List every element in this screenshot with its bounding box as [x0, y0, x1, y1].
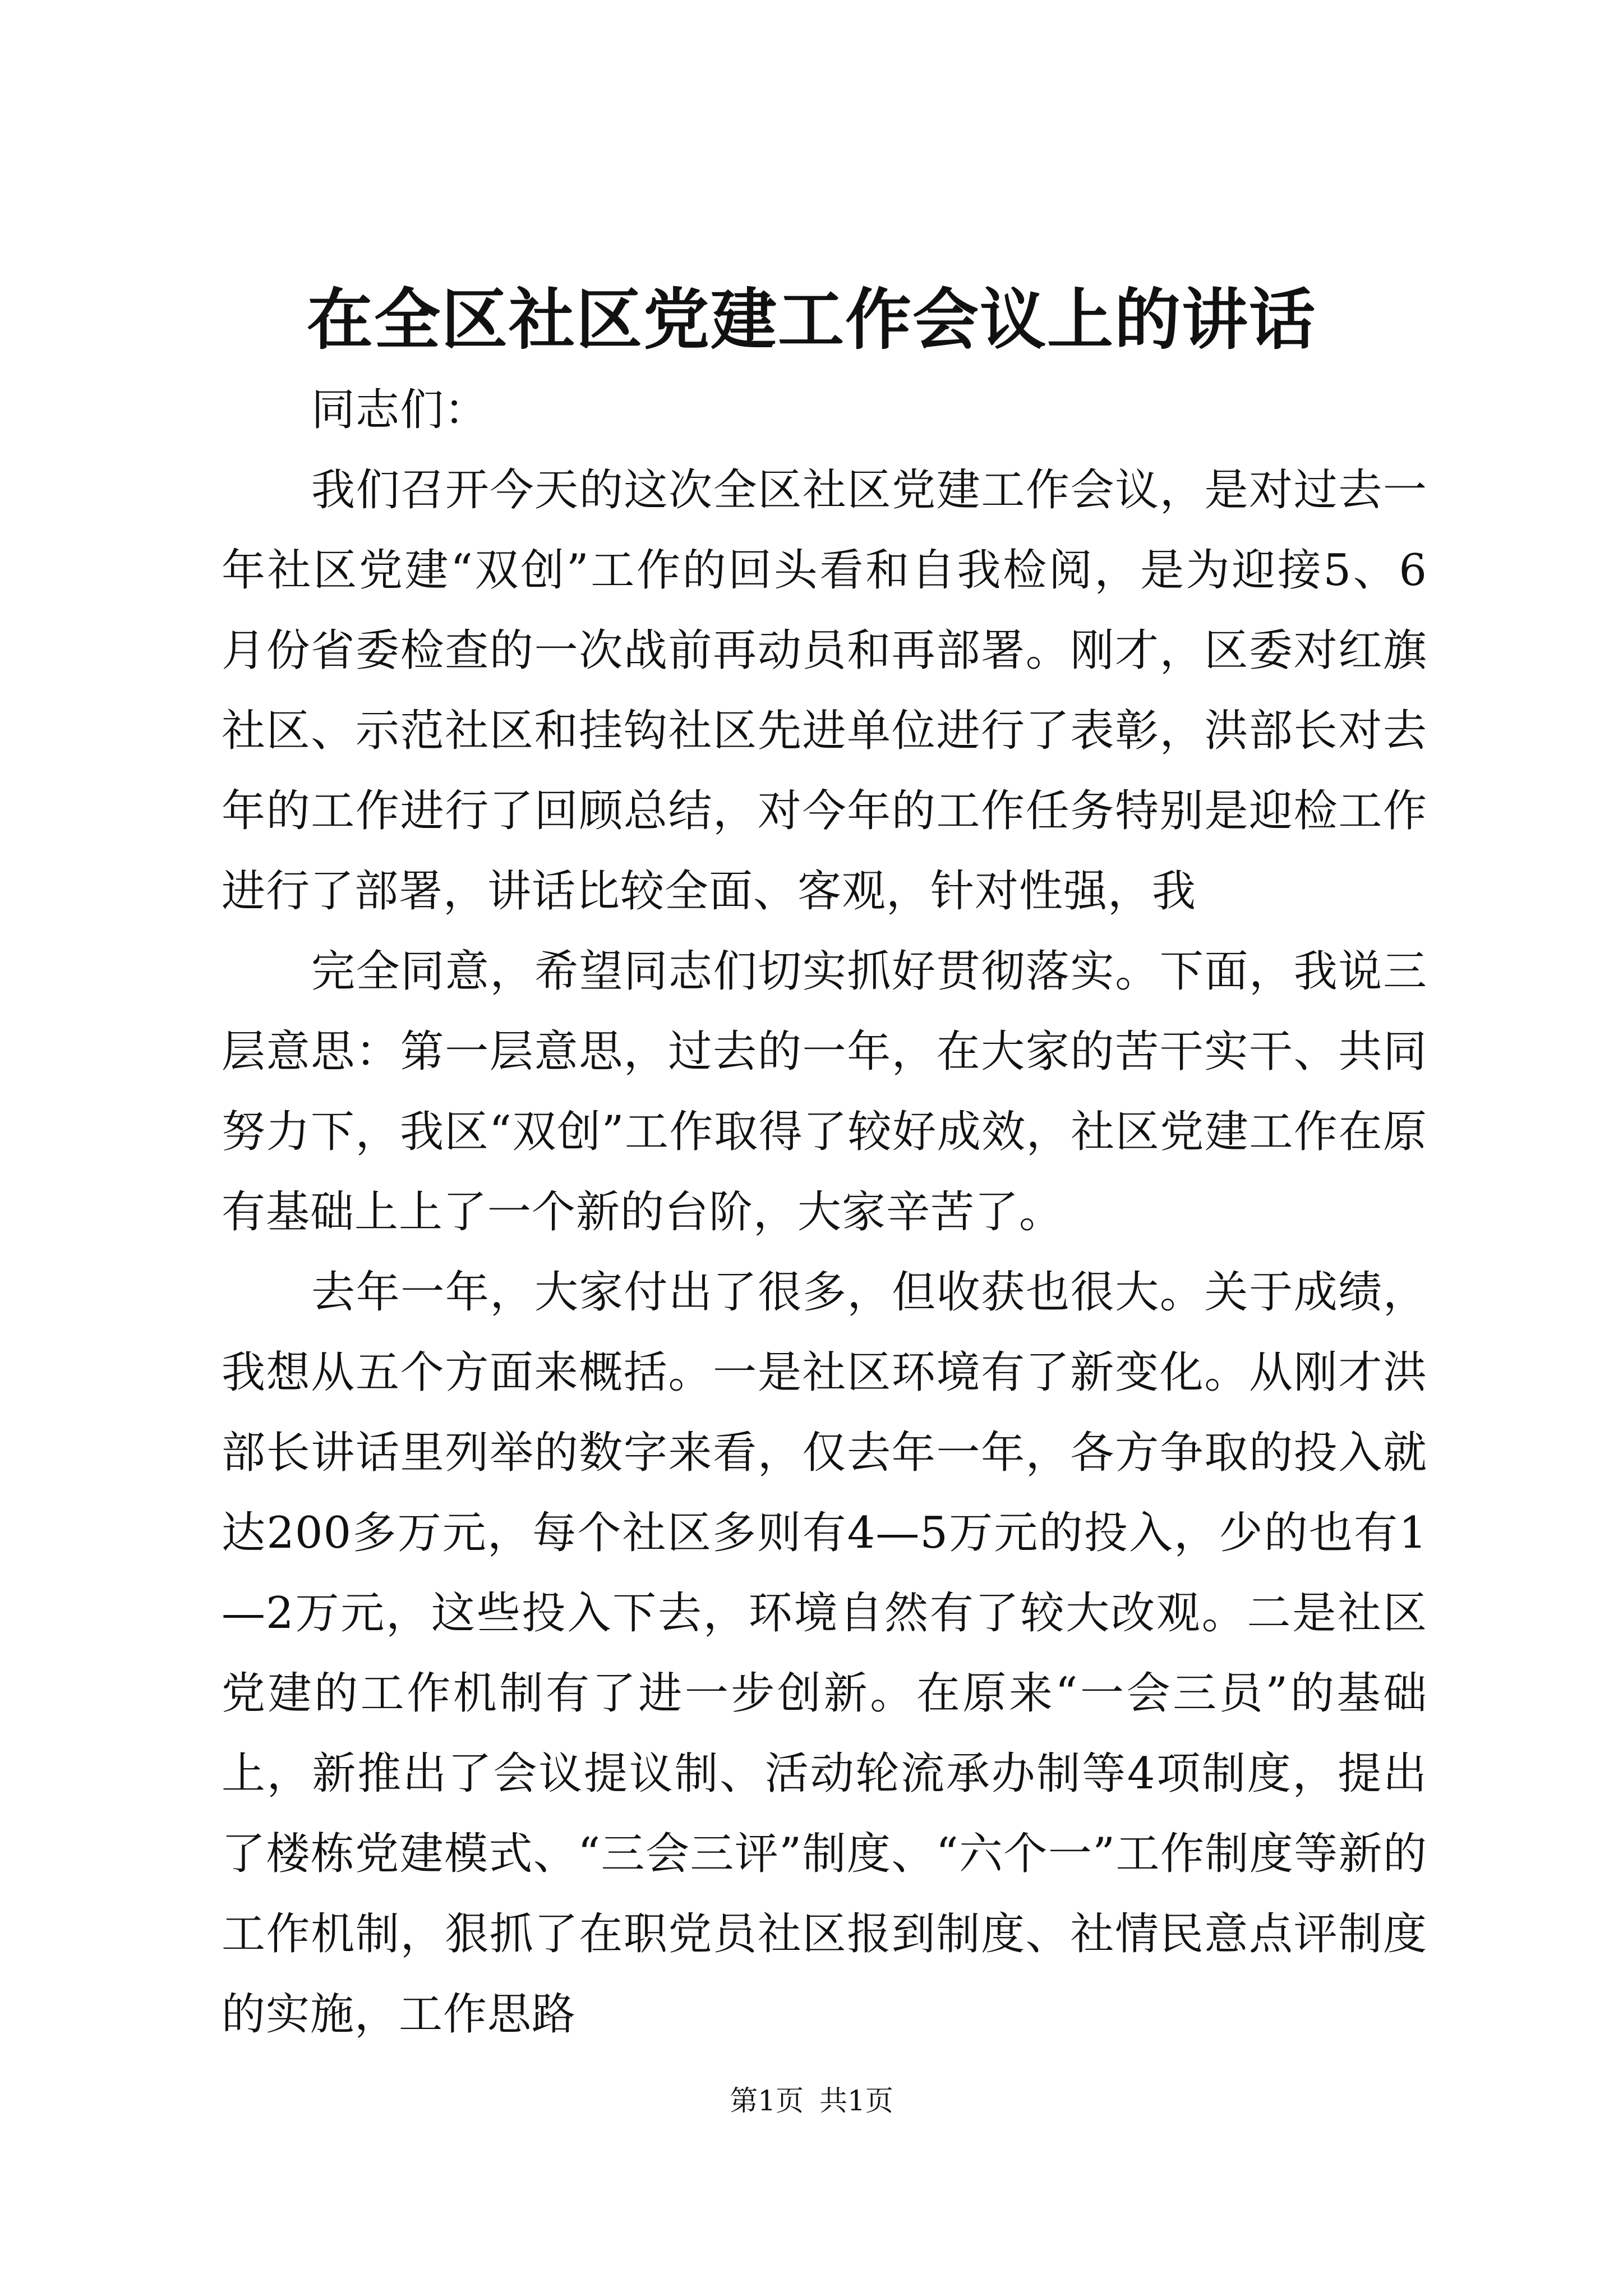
paragraph-2: 完全同意，希望同志们切实抓好贯彻落实。下面，我说三层意思：第一层意思，过去的一年，在大家的苦干实干、共同努力下，我区“双创”工作取得了较好成效，社区党建工作在原有基础上上了一个新的台阶，大家辛苦了。	[222, 946, 1427, 1237]
page-footer	[0, 2081, 1623, 2120]
paragraph-1: 我们召开今天的这次全区社区党建工作会议，是对过去一年社区党建“双创”工作的回头看和自我检阅，是为迎接5、6月份省委检查的一次战前再动员和再部署。刚才，区委对红旗社区、示范社区和挂钩社区先进单位进行了表彰，洪部长对去年的工作进行了回顾总结，对今年的工作任务特别是迎检工作进行了部署，讲话比较全面、客观，针对性强，我	[222, 465, 1427, 917]
document-title: 在全区社区党建工作会议上的讲话	[306, 280, 1316, 358]
page-number: 第1页	[730, 2085, 804, 2117]
paragraph-greeting: 同志们：	[311, 385, 489, 435]
page-total: 共1页	[819, 2085, 893, 2117]
document-body	[222, 370, 1427, 2055]
paragraph-3: 去年一年，大家付出了很多，但收获也很大。关于成绩，我想从五个方面来概括。一是社区环境有了新变化。从刚才洪部长讲话里列举的数字来看，仅去年一年，各方争取的投入就达200多万元，每个社区多则有4—5万元的投入，少的也有1—2万元，这些投入下去，环境自然有了较大改观。二是社区党建的工作机制有了进一步创新。在原来“一会三员”的基础上，新推出了会议提议制、活动轮流承办制等4项制度，提出了楼栋党建模式、“三会三评”制度、“六个一”工作制度等新的工作机制，狠抓了在职党员社区报到制度、社情民意点评制度的实施，工作思路	[222, 1267, 1427, 2040]
